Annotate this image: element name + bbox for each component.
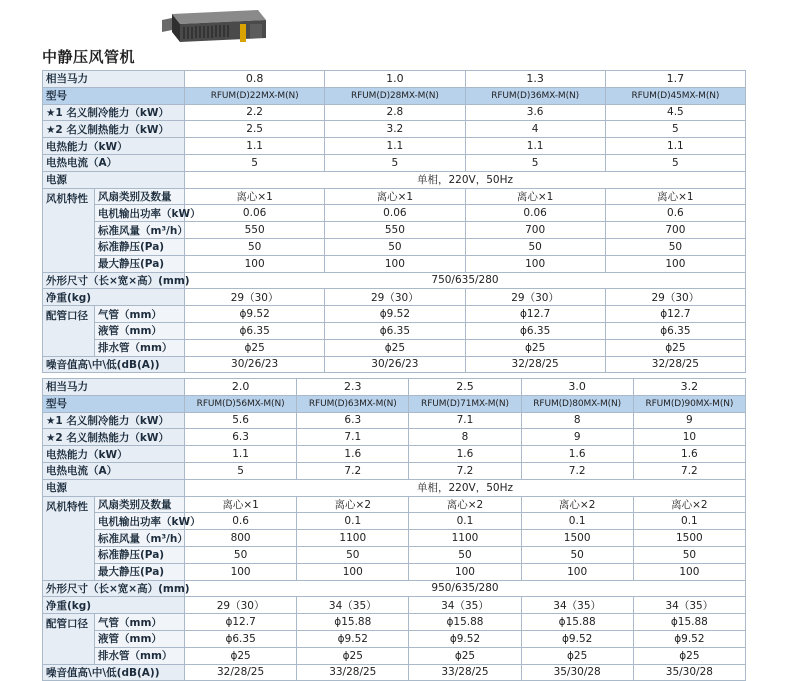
cell-gas-pipe: ϕ12.7 (465, 306, 605, 323)
cell-hp: 2.5 (409, 379, 521, 396)
cell-liquid-pipe: ϕ9.52 (297, 630, 409, 647)
cell-noise: 32/28/25 (465, 356, 605, 373)
cell-std-pressure: 50 (521, 546, 633, 563)
row-label: 外形尺寸（长×宽×高）(mm) (43, 580, 185, 597)
row-noise (43, 356, 746, 373)
cell-noise: 35/30/28 (633, 664, 745, 681)
cell-motor-output: 0.06 (325, 205, 465, 222)
row-label: ★1 名义制冷能力（kW） (43, 104, 185, 121)
row-drain-pipe (43, 647, 746, 664)
cell-power: 单相，220V，50Hz (185, 479, 746, 496)
row-label: 净重(kg) (43, 289, 185, 306)
cell-fan-type: 离心×2 (409, 496, 521, 513)
cell-weight: 29（30） (465, 289, 605, 306)
row-label: 噪音值高\中\低(dB(A)) (43, 664, 185, 681)
row-label: 标准静压(Pa) (95, 546, 185, 563)
cell-fan-type: 离心×1 (185, 188, 325, 205)
cell-model: RFUM(D)63MX-M(N) (297, 395, 409, 412)
row-label: 电源 (43, 171, 185, 188)
group-label: 风机特性 (43, 188, 95, 272)
row-label: ★2 名义制热能力（kW） (43, 121, 185, 138)
cell-max-pressure: 100 (185, 255, 325, 272)
cell-e-heat: 1.6 (297, 446, 409, 463)
cell-motor-output: 0.06 (185, 205, 325, 222)
cell-e-heat: 1.1 (185, 138, 325, 155)
cell-power: 单相，220V，50Hz (185, 171, 746, 188)
cell-liquid-pipe: ϕ6.35 (325, 322, 465, 339)
cell-noise: 32/28/25 (185, 664, 297, 681)
cell-airflow: 1500 (633, 530, 745, 547)
row-e-heat (43, 138, 746, 155)
row-label: 净重(kg) (43, 597, 185, 614)
row-model (43, 395, 746, 412)
cell-std-pressure: 50 (409, 546, 521, 563)
cell-e-heat: 1.6 (633, 446, 745, 463)
cell-hp: 3.0 (521, 379, 633, 396)
cell-hp: 2.3 (297, 379, 409, 396)
cell-gas-pipe: ϕ9.52 (185, 306, 325, 323)
cell-fan-type: 离心×2 (297, 496, 409, 513)
cell-gas-pipe: ϕ9.52 (325, 306, 465, 323)
cell-e-heat: 1.1 (185, 446, 297, 463)
cell-hp: 3.2 (633, 379, 745, 396)
cell-heat: 3.2 (325, 121, 465, 138)
cell-liquid-pipe: ϕ6.35 (185, 630, 297, 647)
cell-fan-type: 离心×1 (185, 496, 297, 513)
row-label: 电机输出功率（kW） (95, 513, 185, 530)
cell-cool: 9 (633, 412, 745, 429)
cell-cool: 4.5 (605, 104, 745, 121)
cell-noise: 32/28/25 (605, 356, 745, 373)
row-fan-type (43, 188, 746, 205)
row-label: 噪音值高\中\低(dB(A)) (43, 356, 185, 373)
cell-hp: 1.0 (325, 71, 465, 88)
row-label: 气管（mm） (95, 614, 185, 631)
cell-max-pressure: 100 (465, 255, 605, 272)
row-power (43, 171, 746, 188)
row-dimensions (43, 272, 746, 289)
row-airflow (43, 530, 746, 547)
cell-e-current: 7.2 (409, 462, 521, 479)
cell-motor-output: 0.6 (605, 205, 745, 222)
cell-airflow: 1500 (521, 530, 633, 547)
cell-motor-output: 0.1 (409, 513, 521, 530)
cell-weight: 34（35） (409, 597, 521, 614)
cell-cool: 7.1 (409, 412, 521, 429)
cell-noise: 30/26/23 (325, 356, 465, 373)
row-cool (43, 104, 746, 121)
cell-max-pressure: 100 (605, 255, 745, 272)
cell-gas-pipe: ϕ12.7 (605, 306, 745, 323)
row-weight (43, 597, 746, 614)
row-label: 液管（mm） (95, 322, 185, 339)
cell-heat: 10 (633, 429, 745, 446)
cell-drain-pipe: ϕ25 (409, 647, 521, 664)
cell-e-current: 7.2 (297, 462, 409, 479)
row-heat (43, 121, 746, 138)
row-label: 型号 (43, 87, 185, 104)
cell-motor-output: 0.1 (521, 513, 633, 530)
cell-heat: 4 (465, 121, 605, 138)
cell-airflow: 1100 (297, 530, 409, 547)
cell-e-heat: 1.6 (409, 446, 521, 463)
cell-cool: 2.8 (325, 104, 465, 121)
cell-heat: 8 (409, 429, 521, 446)
cell-e-heat: 1.1 (465, 138, 605, 155)
cell-airflow: 550 (325, 222, 465, 239)
cell-hp: 1.3 (465, 71, 605, 88)
cell-std-pressure: 50 (185, 238, 325, 255)
group-label: 风机特性 (43, 496, 95, 580)
row-label: 电热电流（A） (43, 462, 185, 479)
cell-model: RFUM(D)45MX-M(N) (605, 87, 745, 104)
row-label: 标准静压(Pa) (95, 238, 185, 255)
cell-gas-pipe: ϕ15.88 (521, 614, 633, 631)
row-std-pressure (43, 546, 746, 563)
cell-weight: 29（30） (605, 289, 745, 306)
cell-liquid-pipe: ϕ6.35 (605, 322, 745, 339)
cell-fan-type: 离心×2 (521, 496, 633, 513)
row-label: ★1 名义制冷能力（kW） (43, 412, 185, 429)
cell-std-pressure: 50 (297, 546, 409, 563)
row-label: 电热能力（kW） (43, 138, 185, 155)
cell-fan-type: 离心×1 (465, 188, 605, 205)
row-gas-pipe (43, 306, 746, 323)
row-model (43, 87, 746, 104)
cell-e-heat: 1.1 (325, 138, 465, 155)
cell-cool: 2.2 (185, 104, 325, 121)
cell-drain-pipe: ϕ25 (465, 339, 605, 356)
cell-drain-pipe: ϕ25 (297, 647, 409, 664)
row-max-pressure (43, 255, 746, 272)
row-label: 标准风量（m³/h） (95, 222, 185, 239)
cell-fan-type: 离心×2 (633, 496, 745, 513)
row-label: 型号 (43, 395, 185, 412)
row-fan-type (43, 496, 746, 513)
group-label: 配管口径 (43, 614, 95, 664)
row-e-current (43, 154, 746, 171)
row-label: 电热电流（A） (43, 154, 185, 171)
cell-model: RFUM(D)80MX-M(N) (521, 395, 633, 412)
cell-hp: 1.7 (605, 71, 745, 88)
cell-airflow: 800 (185, 530, 297, 547)
cell-noise: 35/30/28 (521, 664, 633, 681)
cell-noise: 33/28/25 (297, 664, 409, 681)
cell-max-pressure: 100 (185, 563, 297, 580)
row-label: 液管（mm） (95, 630, 185, 647)
cell-heat: 2.5 (185, 121, 325, 138)
row-label: 气管（mm） (95, 306, 185, 323)
cell-e-current: 7.2 (521, 462, 633, 479)
cell-weight: 29（30） (325, 289, 465, 306)
cell-heat: 7.1 (297, 429, 409, 446)
cell-airflow: 1100 (409, 530, 521, 547)
cell-motor-output: 0.1 (297, 513, 409, 530)
cell-drain-pipe: ϕ25 (633, 647, 745, 664)
cell-airflow: 700 (605, 222, 745, 239)
cell-heat: 9 (521, 429, 633, 446)
cell-max-pressure: 100 (325, 255, 465, 272)
cell-heat: 6.3 (185, 429, 297, 446)
cell-cool: 8 (521, 412, 633, 429)
cell-drain-pipe: ϕ25 (521, 647, 633, 664)
row-liquid-pipe (43, 630, 746, 647)
cell-weight: 34（35） (521, 597, 633, 614)
row-hp (43, 71, 746, 88)
cell-max-pressure: 100 (297, 563, 409, 580)
row-drain-pipe (43, 339, 746, 356)
cell-gas-pipe: ϕ12.7 (185, 614, 297, 631)
cell-gas-pipe: ϕ15.88 (297, 614, 409, 631)
cell-model: RFUM(D)28MX-M(N) (325, 87, 465, 104)
cell-noise: 33/28/25 (409, 664, 521, 681)
cell-e-heat: 1.6 (521, 446, 633, 463)
row-hp (43, 379, 746, 396)
cell-hp: 0.8 (185, 71, 325, 88)
row-std-pressure (43, 238, 746, 255)
cell-drain-pipe: ϕ25 (185, 339, 325, 356)
cell-airflow: 700 (465, 222, 605, 239)
row-label: 排水管（mm） (95, 339, 185, 356)
cell-heat: 5 (605, 121, 745, 138)
cell-std-pressure: 50 (633, 546, 745, 563)
cell-drain-pipe: ϕ25 (185, 647, 297, 664)
cell-liquid-pipe: ϕ9.52 (409, 630, 521, 647)
cell-max-pressure: 100 (633, 563, 745, 580)
cell-model: RFUM(D)71MX-M(N) (409, 395, 521, 412)
cell-cool: 3.6 (465, 104, 605, 121)
cell-cool: 5.6 (185, 412, 297, 429)
row-dimensions (43, 580, 746, 597)
cell-liquid-pipe: ϕ6.35 (465, 322, 605, 339)
row-label: 相当马力 (43, 71, 185, 88)
cell-airflow: 550 (185, 222, 325, 239)
cell-std-pressure: 50 (605, 238, 745, 255)
row-label: 相当马力 (43, 379, 185, 396)
row-label: 最大静压(Pa) (95, 255, 185, 272)
row-gas-pipe (43, 614, 746, 631)
cell-weight: 34（35） (297, 597, 409, 614)
row-motor-output (43, 205, 746, 222)
cell-drain-pipe: ϕ25 (605, 339, 745, 356)
row-label: ★2 名义制热能力（kW） (43, 429, 185, 446)
cell-e-current: 5 (185, 154, 325, 171)
spec-table-1 (42, 70, 746, 373)
cell-model: RFUM(D)36MX-M(N) (465, 87, 605, 104)
cell-noise: 30/26/23 (185, 356, 325, 373)
cell-e-current: 5 (605, 154, 745, 171)
row-weight (43, 289, 746, 306)
cell-liquid-pipe: ϕ9.52 (521, 630, 633, 647)
row-airflow (43, 222, 746, 239)
row-label: 电热能力（kW） (43, 446, 185, 463)
cell-liquid-pipe: ϕ9.52 (633, 630, 745, 647)
cell-weight: 29（30） (185, 597, 297, 614)
row-label: 外形尺寸（长×宽×高）(mm) (43, 272, 185, 289)
row-label: 风扇类别及数量 (95, 496, 185, 513)
cell-drain-pipe: ϕ25 (325, 339, 465, 356)
cell-max-pressure: 100 (409, 563, 521, 580)
cell-model: RFUM(D)56MX-M(N) (185, 395, 297, 412)
row-label: 标准风量（m³/h） (95, 530, 185, 547)
row-noise (43, 664, 746, 681)
cell-cool: 6.3 (297, 412, 409, 429)
row-max-pressure (43, 563, 746, 580)
cell-motor-output: 0.6 (185, 513, 297, 530)
cell-liquid-pipe: ϕ6.35 (185, 322, 325, 339)
row-label: 电源 (43, 479, 185, 496)
row-e-current (43, 462, 746, 479)
row-cool (43, 412, 746, 429)
cell-std-pressure: 50 (185, 546, 297, 563)
cell-fan-type: 离心×1 (325, 188, 465, 205)
cell-weight: 29（30） (185, 289, 325, 306)
row-label: 电机输出功率（kW） (95, 205, 185, 222)
cell-e-current: 5 (465, 154, 605, 171)
row-power (43, 479, 746, 496)
row-heat (43, 429, 746, 446)
row-e-heat (43, 446, 746, 463)
cell-e-current: 7.2 (633, 462, 745, 479)
cell-e-heat: 1.1 (605, 138, 745, 155)
spec-table-2 (42, 378, 746, 681)
cell-model: RFUM(D)90MX-M(N) (633, 395, 745, 412)
cell-hp: 2.0 (185, 379, 297, 396)
cell-std-pressure: 50 (465, 238, 605, 255)
cell-e-current: 5 (185, 462, 297, 479)
cell-model: RFUM(D)22MX-M(N) (185, 87, 325, 104)
cell-gas-pipe: ϕ15.88 (409, 614, 521, 631)
row-motor-output (43, 513, 746, 530)
cell-weight: 34（35） (633, 597, 745, 614)
cell-gas-pipe: ϕ15.88 (633, 614, 745, 631)
cell-motor-output: 0.06 (465, 205, 605, 222)
group-label: 配管口径 (43, 306, 95, 356)
row-label: 风扇类别及数量 (95, 188, 185, 205)
cell-motor-output: 0.1 (633, 513, 745, 530)
cell-e-current: 5 (325, 154, 465, 171)
row-label: 最大静压(Pa) (95, 563, 185, 580)
cell-max-pressure: 100 (521, 563, 633, 580)
cell-dimensions: 950/635/280 (185, 580, 746, 597)
cell-dimensions: 750/635/280 (185, 272, 746, 289)
page-title: 中静压风管机 (42, 48, 136, 66)
duct-unit-image (162, 6, 270, 48)
cell-fan-type: 离心×1 (605, 188, 745, 205)
row-liquid-pipe (43, 322, 746, 339)
row-label: 排水管（mm） (95, 647, 185, 664)
cell-std-pressure: 50 (325, 238, 465, 255)
